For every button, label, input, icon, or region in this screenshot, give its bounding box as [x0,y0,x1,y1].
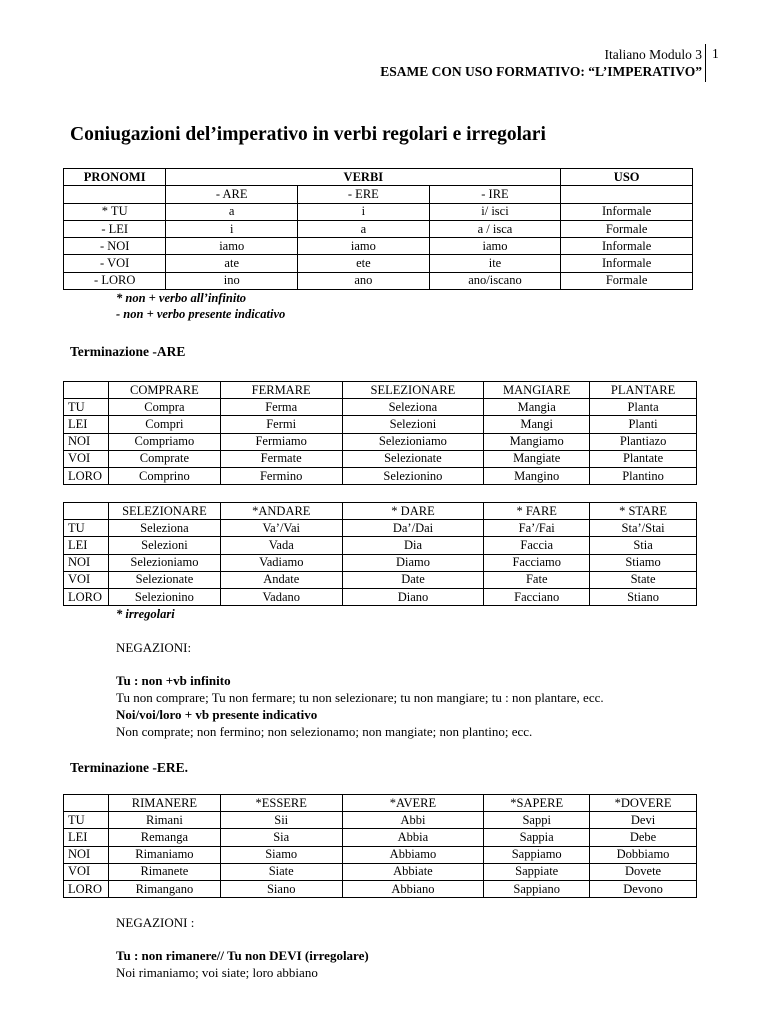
section-heading-ere: Terminazione -ERE. [70,760,188,775]
table-cell: a / isca [429,220,561,237]
pronoun-cell: LORO [64,880,109,897]
table-cell: Compriamo [108,433,220,450]
table-column-header: MANGIARE [484,382,590,399]
irregular-are-verbs-table-body [64,520,697,606]
table-column-header: SELEZIONARE [342,382,484,399]
pronoun-cell: VOI [64,571,109,588]
table-row [64,416,697,433]
pronoun-cell: - LEI [64,220,166,237]
table-header-row [64,795,697,812]
pronoun-cell: LEI [64,829,109,846]
table-subheader-row [64,186,693,203]
table-cell: Diano [342,588,484,605]
table-cell: a [166,203,298,220]
pronoun-cell: LORO [64,467,109,484]
table-cell: Abbi [342,812,484,829]
table-corner-cell [64,795,109,812]
table-row [64,829,697,846]
pronoun-cell: LEI [64,416,109,433]
pronoun-cell: - VOI [64,255,166,272]
table-cell: Stiamo [590,554,697,571]
table-column-header: PLANTARE [590,382,697,399]
table-column-header: *ESSERE [220,795,342,812]
pronoun-cell: TU [64,812,109,829]
table-cell [561,186,693,203]
table-cell: Fa’/Fai [484,520,590,537]
header-uso: USO [561,169,693,186]
table-cell: Sia [220,829,342,846]
table-cell: Siamo [220,846,342,863]
page-number: 1 [712,46,719,61]
table-cell: Abbiano [342,880,484,897]
table-cell: Rimani [108,812,220,829]
table-row [64,467,697,484]
table-cell: Rimanete [108,863,220,880]
table-cell: Selezionate [342,450,484,467]
table-cell: Abbiamo [342,846,484,863]
table-row [64,846,697,863]
table-cell: Da’/Dai [342,520,484,537]
table-row [64,863,697,880]
table-cell: Remanga [108,829,220,846]
table-cell: Fermi [220,416,342,433]
table-cell: i [298,203,430,220]
table-cell: Mangiate [484,450,590,467]
table-row [64,537,697,554]
table-cell: Mangiamo [484,433,590,450]
table-cell: Vadiamo [220,554,342,571]
table-cell: a [298,220,430,237]
subheader-ere: - ERE [298,186,430,203]
table-row [64,220,693,237]
table-cell: Abbia [342,829,484,846]
are-verbs-table-body [64,399,697,485]
table-cell: Stia [590,537,697,554]
table-cell: Formale [561,220,693,237]
table-cell: Facciano [484,588,590,605]
endings-table [63,168,693,290]
header-verbi: VERBI [166,169,561,186]
table-column-header: FERMARE [220,382,342,399]
table-cell: Dovete [590,863,697,880]
table-row [64,554,697,571]
table-column-header: * DARE [342,503,484,520]
ere-verbs-table-body [64,812,697,898]
page-header [380,46,702,80]
table-cell: Informale [561,238,693,255]
table-cell: Mangia [484,399,590,416]
table-row [64,203,693,220]
table-cell: Devi [590,812,697,829]
table-cell: Sappiano [484,880,590,897]
subheader-ire: - IRE [429,186,561,203]
table-cell: Dia [342,537,484,554]
table-cell: Mangino [484,467,590,484]
section-heading-are: Terminazione -ARE [70,344,186,359]
pronoun-cell: VOI [64,450,109,467]
table-cell: Debe [590,829,697,846]
table-cell: Fate [484,571,590,588]
table-cell: Devono [590,880,697,897]
table-row [64,812,697,829]
table-cell: Dobbiamo [590,846,697,863]
table-cell: Planti [590,416,697,433]
table-column-header: *AVERE [342,795,484,812]
pronoun-cell: - LORO [64,272,166,289]
table-column-header: *SAPERE [484,795,590,812]
table-row [64,433,697,450]
negazioni-heading: NEGAZIONI: [116,640,192,655]
table-cell: ino [166,272,298,289]
table-column-header: SELEZIONARE [108,503,220,520]
are-verbs-table [63,381,697,485]
pronoun-cell: NOI [64,433,109,450]
table-cell: Plantino [590,467,697,484]
pronoun-cell: * TU [64,203,166,220]
pronoun-cell: LORO [64,588,109,605]
table-cell: Vada [220,537,342,554]
table-cell: Seleziona [342,399,484,416]
table-cell: Selezioniamo [108,554,220,571]
table-cell: Informale [561,255,693,272]
table-header-row [64,503,697,520]
table-cell: Rimaniamo [108,846,220,863]
note-irregolari: * irregolari [116,607,175,621]
negazione-plural-rule: Noi/voi/loro + vb presente indicativo [116,707,318,722]
table-cell: Compri [108,416,220,433]
table-cell: Ferma [220,399,342,416]
header-pronomi: PRONOMI [64,169,166,186]
table-column-header: * STARE [590,503,697,520]
table-cell [64,186,166,203]
subheader-are: - ARE [166,186,298,203]
table-cell: Mangi [484,416,590,433]
table-cell: Formale [561,272,693,289]
table-cell: Andate [220,571,342,588]
table-cell: iamo [298,238,430,255]
pronoun-cell: TU [64,520,109,537]
negazione-tu-examples: Tu non comprare; Tu non fermare; tu non selezionare; tu non mangiare; tu : non plantare, ecc. [116,690,604,705]
table-cell: Diamo [342,554,484,571]
pronoun-cell: VOI [64,863,109,880]
table-cell: ete [298,255,430,272]
table-row [64,588,697,605]
table-cell: Planta [590,399,697,416]
negazione-tu-rule: Tu : non +vb infinito [116,673,231,688]
table-row [64,399,697,416]
table-cell: i [166,220,298,237]
note-infinito: * non + verbo all’infinito [116,291,247,305]
table-cell: Rimangano [108,880,220,897]
header-divider [705,44,706,82]
table-cell: Selezioniamo [342,433,484,450]
table-cell: Plantate [590,450,697,467]
table-cell: Selezioni [342,416,484,433]
negazione-plural-examples: Non comprate; non fermino; non selezionamo; non mangiate; non plantino; ecc. [116,724,533,739]
ere-verbs-table [63,794,697,898]
table-cell: Fermate [220,450,342,467]
table-cell: Fermino [220,467,342,484]
table-column-header: RIMANERE [108,795,220,812]
table-cell: Vadano [220,588,342,605]
table-cell: i/ isci [429,203,561,220]
table-cell: Siate [220,863,342,880]
table-row [64,255,693,272]
table-corner-cell [64,382,109,399]
table-cell: Faccia [484,537,590,554]
table-cell: Comprate [108,450,220,467]
irregular-are-verbs-table [63,502,697,606]
table-cell: Sii [220,812,342,829]
table-cell: Siano [220,880,342,897]
table-cell: Informale [561,203,693,220]
endings-table-body [64,203,693,289]
table-cell: Selezionino [342,467,484,484]
table-row [64,238,693,255]
negazioni-heading-ere: NEGAZIONI : [116,915,195,930]
table-cell: Plantiazo [590,433,697,450]
note-presente: - non + verbo presente indicativo [116,307,286,321]
table-row [64,880,697,897]
table-cell: ano [298,272,430,289]
pronoun-cell: NOI [64,554,109,571]
table-cell: Date [342,571,484,588]
table-cell: Stiano [590,588,697,605]
table-row [64,272,693,289]
table-cell: Sappi [484,812,590,829]
table-cell: Seleziona [108,520,220,537]
table-cell: ano/iscano [429,272,561,289]
table-cell: Sta’/Stai [590,520,697,537]
table-row [64,450,697,467]
table-header-row [64,169,693,186]
table-cell: Compra [108,399,220,416]
header-course: Italiano Modulo 3 [604,47,702,62]
table-cell: Selezionate [108,571,220,588]
table-row [64,520,697,537]
table-cell: Fermiamo [220,433,342,450]
table-cell: Sappia [484,829,590,846]
table-cell: State [590,571,697,588]
table-column-header: COMPRARE [108,382,220,399]
table-cell: Selezioni [108,537,220,554]
table-header-row [64,382,697,399]
negazione-ere-examples: Noi rimaniamo; voi siate; loro abbiano [116,965,318,980]
table-column-header: *DOVERE [590,795,697,812]
pronoun-cell: LEI [64,537,109,554]
table-column-header: * FARE [484,503,590,520]
table-cell: iamo [166,238,298,255]
table-corner-cell [64,503,109,520]
table-cell: Selezionino [108,588,220,605]
page-title: Coniugazioni del’imperativo in verbi regolari e irregolari [70,124,546,145]
pronoun-cell: NOI [64,846,109,863]
table-cell: Facciamo [484,554,590,571]
table-cell: Abbiate [342,863,484,880]
negazione-ere-tu-rule: Tu : non rimanere// Tu non DEVI (irregolare) [116,948,369,963]
table-cell: Sappiate [484,863,590,880]
table-cell: Sappiamo [484,846,590,863]
pronoun-cell: TU [64,399,109,416]
table-cell: ite [429,255,561,272]
table-column-header: *ANDARE [220,503,342,520]
header-exam-title: ESAME CON USO FORMATIVO: “L’IMPERATIVO” [380,64,702,79]
table-cell: ate [166,255,298,272]
table-row [64,571,697,588]
table-cell: Va’/Vai [220,520,342,537]
pronoun-cell: - NOI [64,238,166,255]
table-cell: Comprino [108,467,220,484]
table-cell: iamo [429,238,561,255]
